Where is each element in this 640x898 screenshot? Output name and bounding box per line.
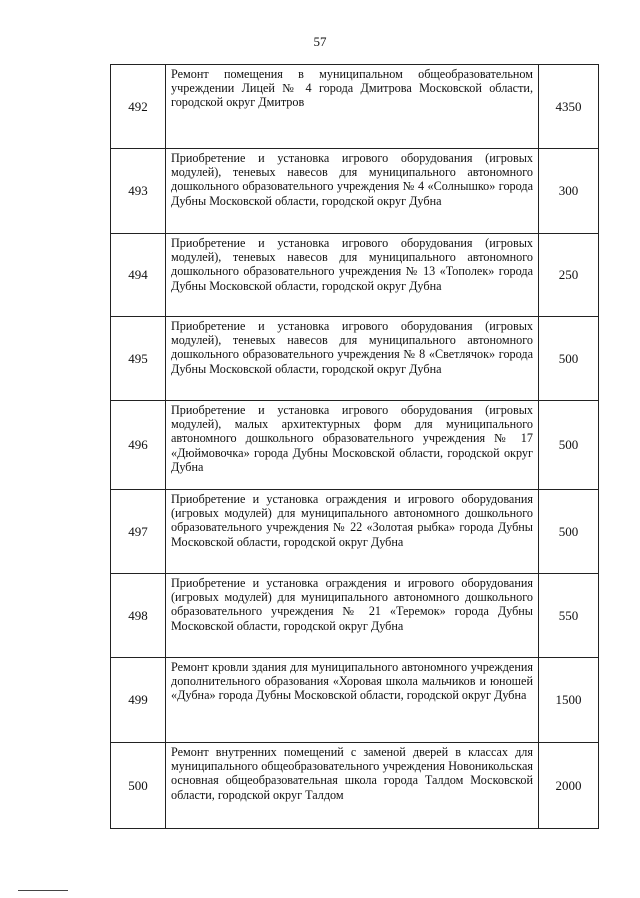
row-description: Приобретение и установка игрового оборудования (игровых модулей), малых архитектурных форм для муниципального автономного дошкольного образовательного учреждения № 17 «Дюймовочка» города Дубны Московской области, городской округ Дубна [166,401,539,490]
table-row [111,234,599,317]
row-description: Ремонт внутренних помещений с заменой дверей в классах для муниципального общеобразовательного учреждения Новоникольская основная общеобразовательная школа города Талдом Московской области, городской округ Талдом [166,743,539,829]
row-amount: 500 [539,317,599,401]
row-number: 499 [111,658,166,743]
row-amount: 1500 [539,658,599,743]
row-description: Приобретение и установка игрового оборудования (игровых модулей), теневых навесов для муниципального автономного дошкольного образовательного учреждения № 13 «Тополек» города Дубны Московской области, городской округ Дубна [166,234,539,317]
row-description: Приобретение и установка ограждения и игрового оборудования (игровых модулей) для муниципального автономного дошкольного образовательного учреждения № 21 «Теремок» города Дубны Московской области, городской округ Дубна [166,574,539,658]
table-row [111,574,599,658]
row-description: Приобретение и установка ограждения и игрового оборудования (игровых модулей) для муниципального автономного дошкольного образовательного учреждения № 22 «Золотая рыбка» города Дубны Московской области, городской округ Дубна [166,490,539,574]
row-number: 492 [111,65,166,149]
table-row [111,743,599,829]
table-row [111,490,599,574]
budget-table [110,64,599,829]
row-amount: 500 [539,401,599,490]
row-number: 497 [111,490,166,574]
table-row [111,65,599,149]
row-number: 500 [111,743,166,829]
row-amount: 4350 [539,65,599,149]
table-row [111,149,599,234]
row-number: 495 [111,317,166,401]
row-number: 496 [111,401,166,490]
row-amount: 2000 [539,743,599,829]
page-number: 57 [313,34,327,49]
row-amount: 300 [539,149,599,234]
row-description: Приобретение и установка игрового оборудования (игровых модулей), теневых навесов для муниципального автономного дошкольного образовательного учреждения № 8 «Светлячок» города Дубны Московской области, городской округ Дубна [166,317,539,401]
row-number: 498 [111,574,166,658]
table-row [111,317,599,401]
table-row [111,658,599,743]
row-amount: 500 [539,490,599,574]
row-amount: 550 [539,574,599,658]
row-number: 493 [111,149,166,234]
row-description: Ремонт помещения в муниципальном общеобразовательном учреждении Лицей № 4 города Дмитрова Московской области, городской округ Дмитров [166,65,539,149]
row-description: Ремонт кровли здания для муниципального автономного учреждения дополнительного образования «Хоровая школа мальчиков и юношей «Дубна» города Дубны Московской области, городской округ Дубна [166,658,539,743]
row-number: 494 [111,234,166,317]
row-amount: 250 [539,234,599,317]
row-description: Приобретение и установка игрового оборудования (игровых модулей), теневых навесов для муниципального автономного дошкольного образовательного учреждения № 4 «Солнышко» города Дубны Московской области, городской округ Дубна [166,149,539,234]
table-row [111,401,599,490]
footer-divider [18,890,68,891]
